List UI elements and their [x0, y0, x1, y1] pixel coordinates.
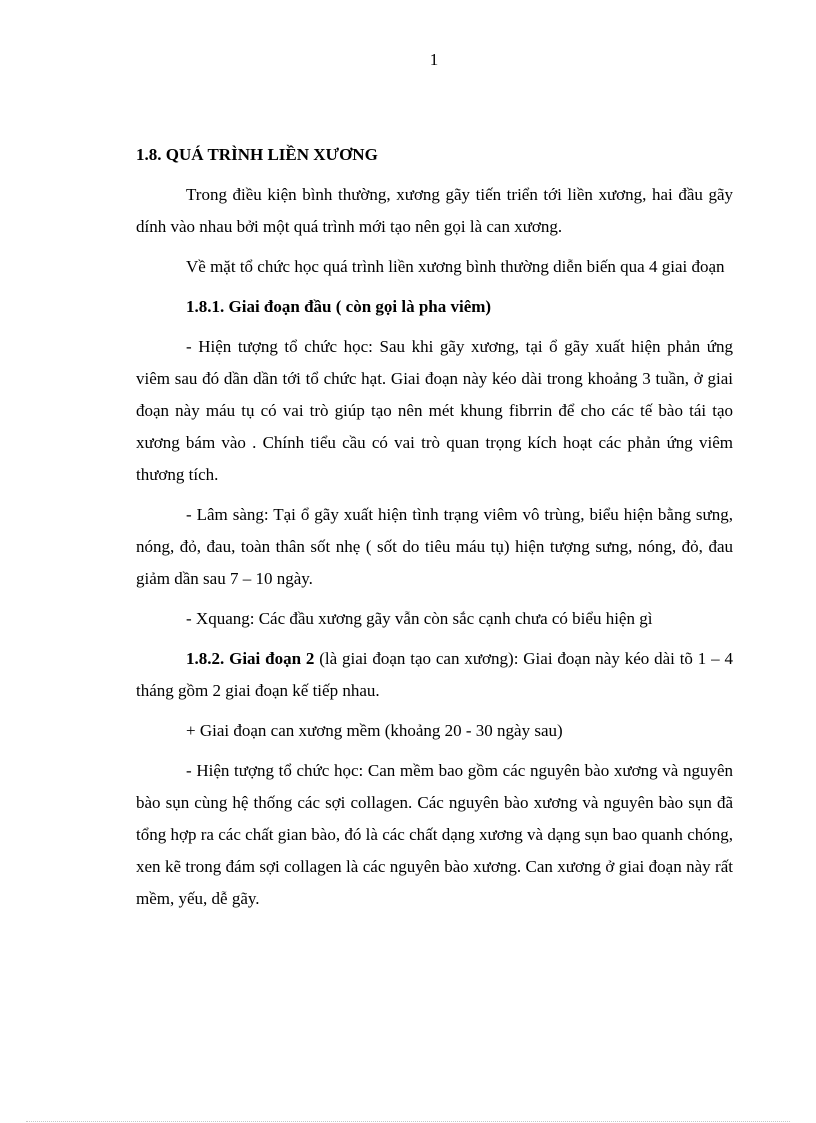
stage-1-histology-paragraph: - Hiện tượng tổ chức học: Sau khi gãy xương, tại ổ gãy xuất hiện phản ứng viêm sau đó dần dần tới tổ chức hạt. Giai đoạn này kéo dài trong khoảng 3 tuần, ở giai đoạn này máu tụ có vai trò giúp tạo nên mét khung fibrrin để cho các tế bào tái tạo xương bám vào . Chính tiểu cầu có vai trò quan trọng kích hoạt các phản ứng viêm thương tích.: [136, 337, 733, 484]
stage-2-histology-paragraph: - Hiện tượng tổ chức học: Can mềm bao gồm các nguyên bào xương và nguyên bào sụn cùng hệ thống các sợi collagen. Các nguyên bào xương và nguyên bào sụn đã tổng hợp ra các chất gian bào, đó là các chất dạng xương và dạng sụn bao quanh chóng, xen kẽ trong đám sợi collagen là các nguyên bào xương. Can xương ở giai đoạn này rất mềm, yếu, dễ gãy.: [136, 761, 733, 908]
document-body: [136, 139, 733, 923]
page-number: 1: [429, 50, 439, 69]
stage-1-xray-line: - Xquang: Các đầu xương gãy vẫn còn sắc cạnh chưa có biểu hiện gì: [186, 609, 653, 628]
stages-overview-paragraph: Về mặt tổ chức học quá trình liền xương bình thường diễn biến qua 4 giai đoạn: [186, 257, 725, 276]
soft-callus-line: + Giai đoạn can xương mềm (khoảng 20 - 30 ngày sau): [186, 721, 563, 740]
page-bottom-rule: [26, 1121, 790, 1122]
stage-1-clinical-paragraph: - Lâm sàng: Tại ổ gãy xuất hiện tình trạng viêm vô trùng, biểu hiện bằng sưng, nóng, đỏ, đau, toàn thân sốt nhẹ ( sốt do tiêu máu tụ) hiện tượng sưng, nóng, đỏ, đau giảm dần sau 7 – 10 ngày.: [136, 505, 733, 588]
stage-2-paragraph: [136, 643, 733, 707]
stage-2-description: (là giai đoạn tạo can xương): Giai đoạn này kéo dài tõ 1 – 4 tháng gồm 2 giai đoạn kế tiếp nhau.: [136, 649, 733, 700]
stage-1-heading: 1.8.1. Giai đoạn đầu ( còn gọi là pha viêm): [186, 297, 492, 316]
stage-2-heading: 1.8.2. Giai đoạn 2: [186, 649, 315, 668]
intro-paragraph: Trong điều kiện bình thường, xương gãy tiến triển tới liền xương, hai đầu gãy dính vào nhau bởi một quá trình mới tạo nên gọi là can xương.: [136, 185, 733, 236]
section-heading: 1.8. QUÁ TRÌNH LIỀN XƯƠNG: [136, 145, 378, 164]
